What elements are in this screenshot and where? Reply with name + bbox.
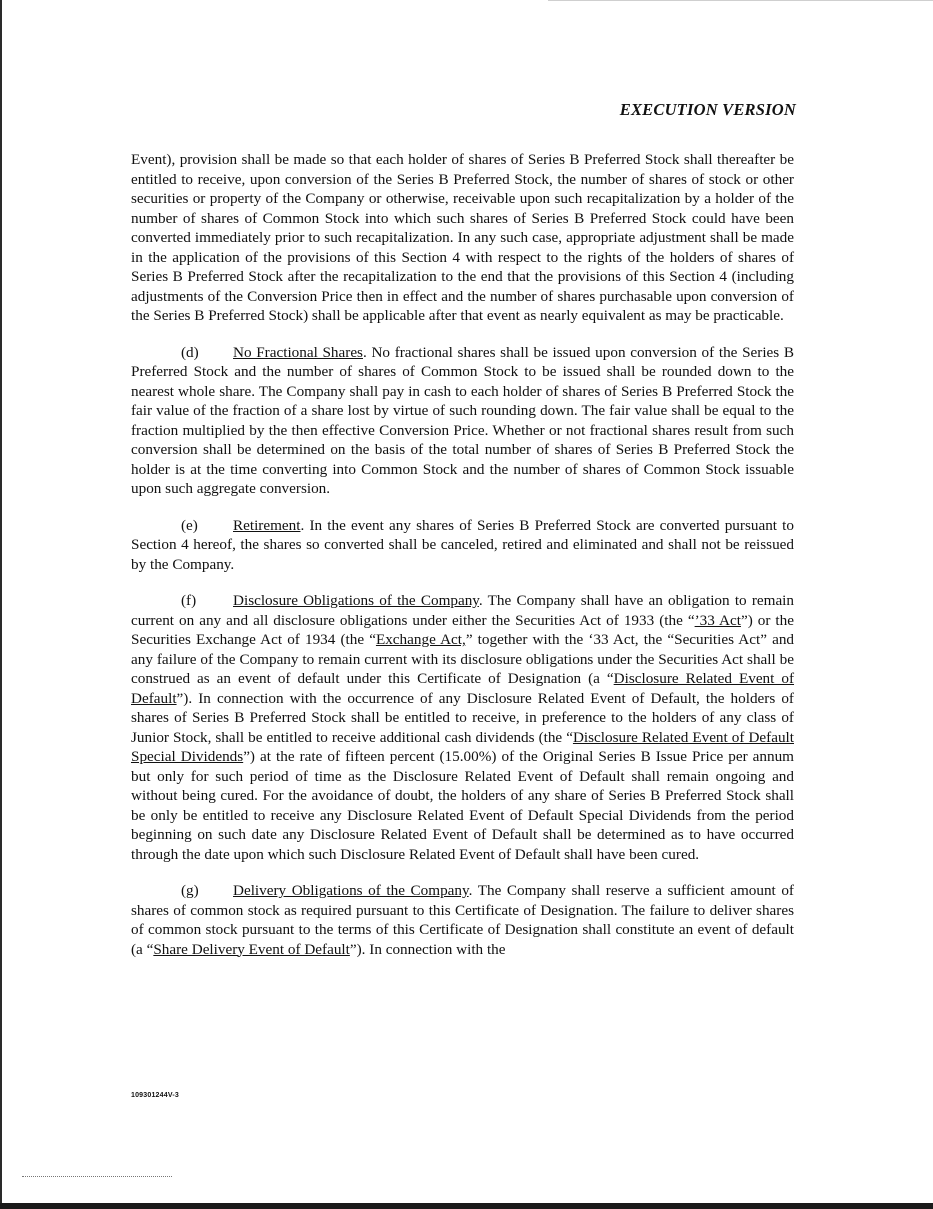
defined-term-exchange-act: Exchange Act, bbox=[375, 631, 466, 648]
paragraph-d-heading: No Fractional Shares bbox=[233, 343, 363, 361]
paragraph-d bbox=[131, 343, 794, 499]
paragraph-e-heading: Retirement bbox=[233, 516, 301, 534]
defined-term-33-act: ’33 Act bbox=[694, 611, 741, 629]
scan-edge-left bbox=[0, 0, 2, 1209]
paragraph-e bbox=[131, 516, 794, 575]
defined-term-special-dividends: Disclosure Related Event of Default Special Dividends bbox=[131, 728, 794, 765]
paragraph-f-text-1: . The Company shall have an obligation to remain current on any and all disclosure obligations under either the Securities Act of 1933 (the “ bbox=[131, 592, 794, 629]
paragraph-g-heading: Delivery Obligations of the Company bbox=[233, 882, 469, 899]
scan-artifact-dots bbox=[22, 1176, 172, 1177]
execution-version-header: EXECUTION VERSION bbox=[619, 100, 796, 119]
defined-term-disclosure-related-event: Disclosure Related Event of Default bbox=[131, 670, 795, 707]
paragraph-g-text-2: ”). In connection with the bbox=[349, 940, 506, 958]
paragraph-e-text: . In the event any shares of Series B Preferred Stock are converted pursuant to Section 4 hereof, the shares so converted shall be canceled, retired and eliminated and shall not be reissued by the Company. bbox=[131, 516, 794, 573]
document-body bbox=[131, 150, 794, 976]
paragraph-continuation: Event), provision shall be made so that each holder of shares of Series B Preferred Stock shall thereafter be entitled to receive, upon conversion of the Series B Preferred Stock, the number of shares of stock or other securities or property of the Company or otherwise, receivable upon such recapitalization by a holder of the number of shares of Common Stock into which such shares of Series B Preferred Stock could have been converted immediately prior to such recapitalization. In any such case, appropriate adjustment shall be made in the application of the provisions of this Section 4 with respect to the rights of the holders of shares of Series B Preferred Stock after the recapitalization to the end that the provisions of this Section 4 (including adjustments of the Conversion Price then in effect and the number of shares purchasable upon conversion of the Series B Preferred Stock) shall be applicable after that event as nearly equivalent as may be practicable. bbox=[131, 151, 794, 324]
paragraph-d-letter: (d) bbox=[181, 343, 199, 361]
defined-term-share-delivery-event: Share Delivery Event of Default bbox=[153, 940, 350, 958]
paragraph-e-letter: (e) bbox=[181, 516, 198, 534]
paragraph-f-text-2: ”) or the Securities Exchange Act of 1934 (the “ bbox=[131, 611, 794, 648]
scan-edge-bottom bbox=[0, 1203, 933, 1209]
paragraph-d-text: . No fractional shares shall be issued upon conversion of the Series B Preferred Stock and the number of shares of Common Stock to be issued shall be rounded down to the nearest whole share. The Company shall pay in cash to each holder of shares of Series B Preferred Stock the fair value of the fraction of a share lost by virtue of such rounding down. The fair value shall be equal to the fraction multiplied by the then effective Conversion Price. Whether or not fractional shares result from such conversion shall be determined on the basis of the total number of shares of Series B Preferred Stock the holder is at the time converting into Common Stock and the number of shares of Common Stock issuable upon such aggregate conversion. bbox=[131, 343, 795, 497]
paragraph-g bbox=[131, 881, 794, 959]
paragraph-f-letter: (f) bbox=[181, 592, 197, 609]
footer-document-code: 109301244V-3 bbox=[131, 1092, 179, 1099]
paragraph-f bbox=[131, 591, 794, 864]
paragraph-f-heading: Disclosure Obligations of the Company bbox=[233, 592, 479, 609]
scan-edge-top bbox=[548, 0, 933, 1]
paragraph-f-text-3: ” together with the ‘33 Act, the “Securities Act” and any failure of the Company to remain current with its disclosure obligations under the Securities Act shall be construed as an event of default under this Certificate of Designation (a “ bbox=[131, 631, 795, 687]
paragraph-g-text-1: . The Company shall reserve a sufficient amount of shares of common stock as required pursuant to this Certificate of Designation. The failure to deliver shares of common stock pursuant to the terms of this Certificate of Designation shall constitute an event of default (a “ bbox=[131, 882, 794, 958]
paragraph-f-text-5: ”) at the rate of fifteen percent (15.00%) of the Original Series B Issue Price per annum but only for such period of time as the Disclosure Related Event of Default shall remain ongoing and without being cured. For the avoidance of doubt, the holders of any share of Series B Preferred Stock shall be only be entitled to receive any Disclosure Related Event of Default Special Dividends from the period beginning on such date any Disclosure Related Event of Default shall be determined as to have occurred through the date upon which such Disclosure Related Event of Default shall have been cured. bbox=[131, 748, 794, 863]
paragraph-f-text-4: ”). In connection with the occurrence of any Disclosure Related Event of Default, the holders of shares of Series B Preferred Stock shall be entitled to receive, in preference to the holders of any class of Junior Stock, shall be entitled to receive additional cash dividends (the “ bbox=[131, 689, 794, 746]
paragraph-g-letter: (g) bbox=[181, 882, 199, 899]
